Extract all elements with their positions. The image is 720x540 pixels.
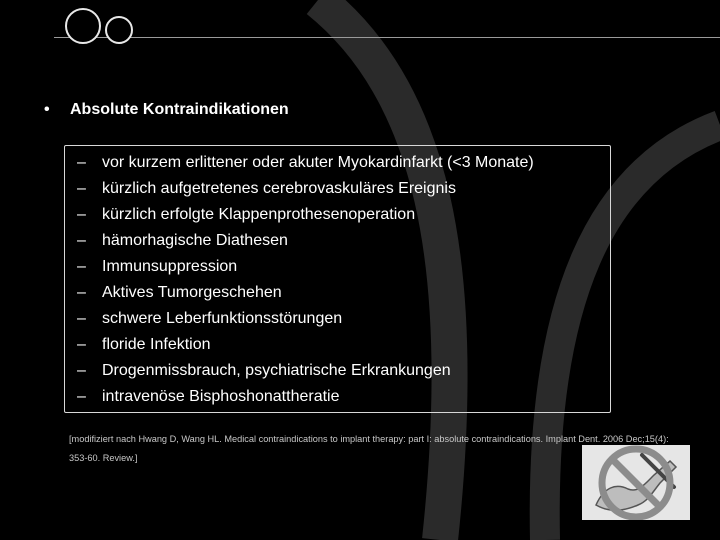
- list-dash: –: [77, 206, 86, 223]
- list-dash: –: [77, 310, 86, 327]
- two-circles-logo-icon: [60, 6, 140, 50]
- header-rule: [54, 37, 720, 38]
- list-dash: –: [77, 180, 86, 197]
- list-item-label: hämorhagische Diathesen: [102, 232, 288, 249]
- list-dash: –: [77, 284, 86, 301]
- citation-line-2: 353-60. Review.]: [69, 453, 138, 463]
- list-item-label: kürzlich erfolgte Klappenprothesenoperation: [102, 206, 416, 223]
- list-item-label: kürzlich aufgetretenes cerebrovaskuläres Ereignis: [102, 180, 456, 197]
- list-item-label: schwere Leberfunktionsstörungen: [102, 310, 343, 327]
- citation-line-1: [modifiziert nach Hwang D, Wang HL. Medical contraindications to implant therapy: part I: absolute contraindications. Implant Dent. 2006 Dec;15(4):: [69, 434, 669, 444]
- heading-bullet: •: [44, 101, 50, 118]
- list-dash: –: [77, 258, 86, 275]
- heading-text: Absolute Kontraindikationen: [70, 101, 289, 118]
- list-item-label: vor kurzem erlittener oder akuter Myokardinfarkt (<3 Monate): [102, 154, 534, 171]
- list-item-label: Immunsuppression: [102, 258, 238, 275]
- list-item-label: Drogenmissbrauch, psychiatrische Erkrankungen: [102, 362, 451, 379]
- list-item-label: floride Infektion: [102, 336, 211, 353]
- list-item-label: Aktives Tumorgeschehen: [102, 284, 282, 301]
- list-dash: –: [77, 388, 86, 405]
- list-dash: –: [77, 362, 86, 379]
- list-dash: –: [77, 336, 86, 353]
- list-dash: –: [77, 154, 86, 171]
- list-dash: –: [77, 232, 86, 249]
- no-writing-hand-icon: [582, 445, 690, 520]
- list-item-label: intravenöse Bisphoshonattheratie: [102, 388, 340, 405]
